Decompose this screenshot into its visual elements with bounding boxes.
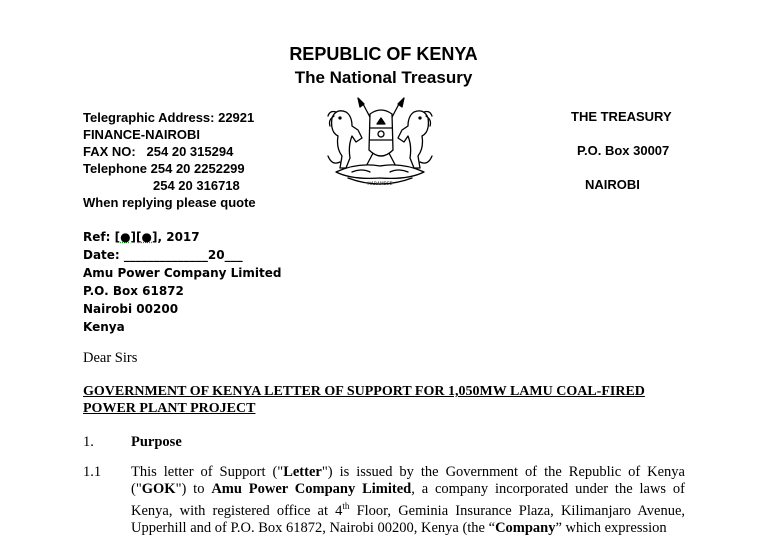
page-subtitle: The National Treasury: [294, 68, 473, 87]
page-title: REPUBLIC OF KENYA: [289, 44, 478, 64]
letter-subject: [83, 383, 645, 417]
section-number: 1.: [83, 434, 94, 450]
date-line: Date: ______________20___: [83, 248, 243, 262]
reply-quote-note: When replying please quote: [83, 195, 256, 210]
finance-nairobi: FINANCE-NAIROBI: [83, 127, 200, 142]
contact-left: [83, 109, 256, 211]
salutation: Dear Sirs: [83, 350, 138, 366]
paragraph-1-1: This letter of Support ("Letter") is issued by the Government of the Republic of Kenya ("GOK") to Amu Power Company Limited, a company incorporated under the laws of Kenya, with registered office at 4th Floor, Geminia Insurance Plaza, Kilimanjaro Avenue, Upperhill and of P.O. Box 61872, Nairobi 00200, Kenya (the “Company” which expression: [131, 464, 686, 536]
ref-placeholder-2: ●: [141, 230, 152, 244]
treasury-po-box: P.O. Box 30007: [577, 143, 670, 158]
addressee-po-box: P.O. Box 61872: [83, 284, 184, 298]
telegraphic-address: Telegraphic Address: 22921: [83, 110, 255, 125]
coat-of-arms-emblem: [322, 96, 438, 188]
fax-number: FAX NO: 254 20 315294: [83, 144, 234, 159]
addressee-country: Kenya: [83, 320, 125, 334]
paragraph-number: 1.1: [83, 464, 102, 480]
ref-line: Ref: [●][●], 2017: [83, 230, 200, 244]
telephone-number-2: 254 20 316718: [153, 178, 240, 193]
treasury-label: THE TREASURY: [571, 109, 672, 124]
subject-line-2: POWER PLANT PROJECT: [83, 401, 256, 416]
addressee-city: Nairobi 00200: [83, 302, 179, 316]
addressee-name: Amu Power Company Limited: [83, 266, 282, 280]
subject-line-1: GOVERNMENT OF KENYA LETTER OF SUPPORT FOR 1,050MW LAMU COAL-FIRED: [83, 384, 645, 399]
motto-text: HARAMBEE: [367, 182, 393, 187]
section-title: Purpose: [131, 434, 182, 450]
treasury-city: NAIROBI: [585, 177, 640, 192]
reference-block: [83, 228, 282, 336]
telephone-number: Telephone 254 20 2252299: [83, 161, 245, 176]
ref-placeholder-1: ●: [120, 230, 131, 244]
